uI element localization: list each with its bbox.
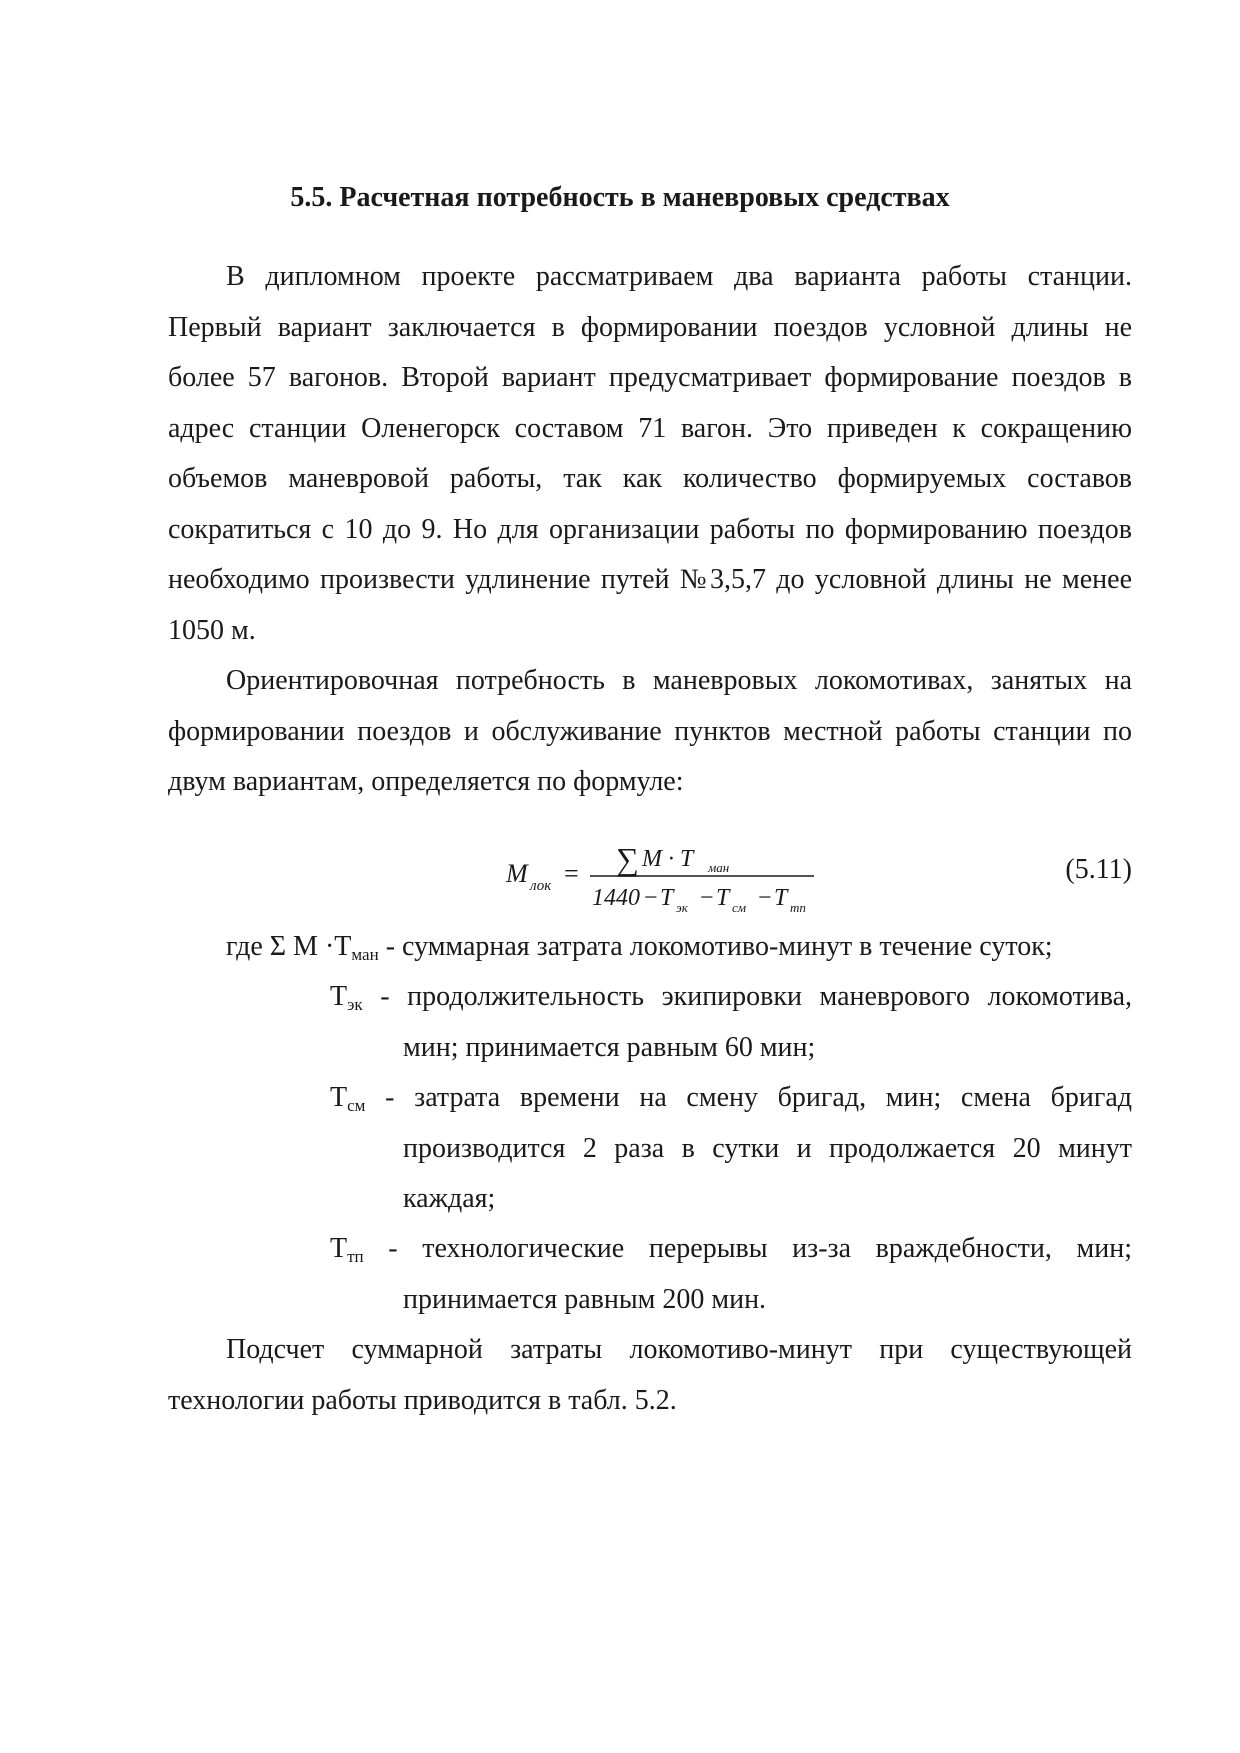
formula-den-const: 1440 — [592, 885, 640, 911]
definition-text: - продолжительность экипировки маневрового локомотива, — [362, 981, 1132, 1012]
formula-lhs: M — [506, 859, 528, 888]
definitions-lead-sub: ман — [351, 945, 379, 964]
formula-minus-3: − — [758, 885, 772, 911]
definition-symbol: Т — [330, 981, 348, 1012]
formula-t2-sub: см — [732, 900, 747, 915]
equation-number: (5.11) — [1065, 854, 1132, 885]
definitions-lead-prefix: где Σ М ·Т — [226, 931, 352, 962]
formula-t3-sub: тп — [790, 900, 806, 915]
formula-svg — [168, 826, 868, 916]
formula-t3: T — [774, 885, 788, 911]
definition-symbol: Т — [330, 1233, 348, 1264]
section-heading: 5.5. Расчетная потребность в маневровых средствах — [290, 182, 950, 213]
definition-first-line — [330, 972, 1132, 1023]
definition-continuation: мин; принимается равным 60 мин; — [403, 1031, 816, 1063]
formula-sum-symbol: ∑ — [616, 841, 639, 877]
definition-symbol-sub: тп — [347, 1247, 364, 1266]
formula-minus-1: − — [644, 885, 658, 911]
definitions-lead-text: - суммарная затрата локомотиво-минут в течение суток; — [378, 931, 1053, 962]
definition-item-t-tp — [330, 1224, 1132, 1325]
formula-t1-sub: эк — [676, 900, 688, 915]
definition-text: - затрата времени на смену бригад, мин; смена бригад — [365, 1082, 1132, 1113]
definition-continuation: принимается равным 200 мин. — [403, 1283, 767, 1315]
formula-t1: T — [660, 885, 674, 911]
paragraph-closing: Подсчет суммарной затраты локомотиво-минут при существующей технологии работы приводится в табл. 5.2. — [168, 1334, 1132, 1416]
formula-numerator: M · T — [642, 846, 694, 872]
paragraph-formula-lead: Ориентировочная потребность в маневровых локомотивах, занятых на формировании поездов и обслуживание пунктов местной работы станции по двум вариантам, определяется по формуле: — [168, 665, 1132, 797]
definition-text: - технологические перерывы из-за враждебности, мин; — [363, 1233, 1132, 1264]
formula-equals: = — [564, 859, 579, 888]
formula-t2: T — [716, 885, 730, 911]
definition-item-t-sm — [330, 1073, 1132, 1225]
definition-first-line — [330, 1073, 1132, 1124]
definition-first-line — [330, 1224, 1132, 1275]
formula-lhs-sub: лок — [530, 878, 552, 894]
definition-item-t-ek — [330, 972, 1132, 1073]
formula-numerator-sub: ман — [708, 860, 730, 875]
definition-continuation: производится 2 раза в сутки и продолжается 20 минут каждая; — [403, 1132, 1132, 1214]
definition-symbol-sub: см — [347, 1096, 366, 1115]
definitions-lead — [226, 922, 1132, 973]
definition-symbol-sub: эк — [347, 995, 363, 1014]
formula-block — [168, 826, 1132, 916]
formula-minus-2: − — [700, 885, 714, 911]
definition-symbol: Т — [330, 1082, 348, 1113]
paragraph-intro: В дипломном проекте рассматриваем два варианта работы станции. Первый вариант заключается в формировании поездов условной длины не более 57 вагонов. Второй вариант предусматривает формирование поездов в адрес станции Оленегорск составом 71 вагон. Это приведен к сокращению объемов маневровой работы, так как количество формируемых составов сократиться с 10 до 9. Но для организации работы по формированию поездов необходимо произвести удлинение путей №3,5,7 до условной длины не менее 1050 м. — [168, 261, 1132, 646]
